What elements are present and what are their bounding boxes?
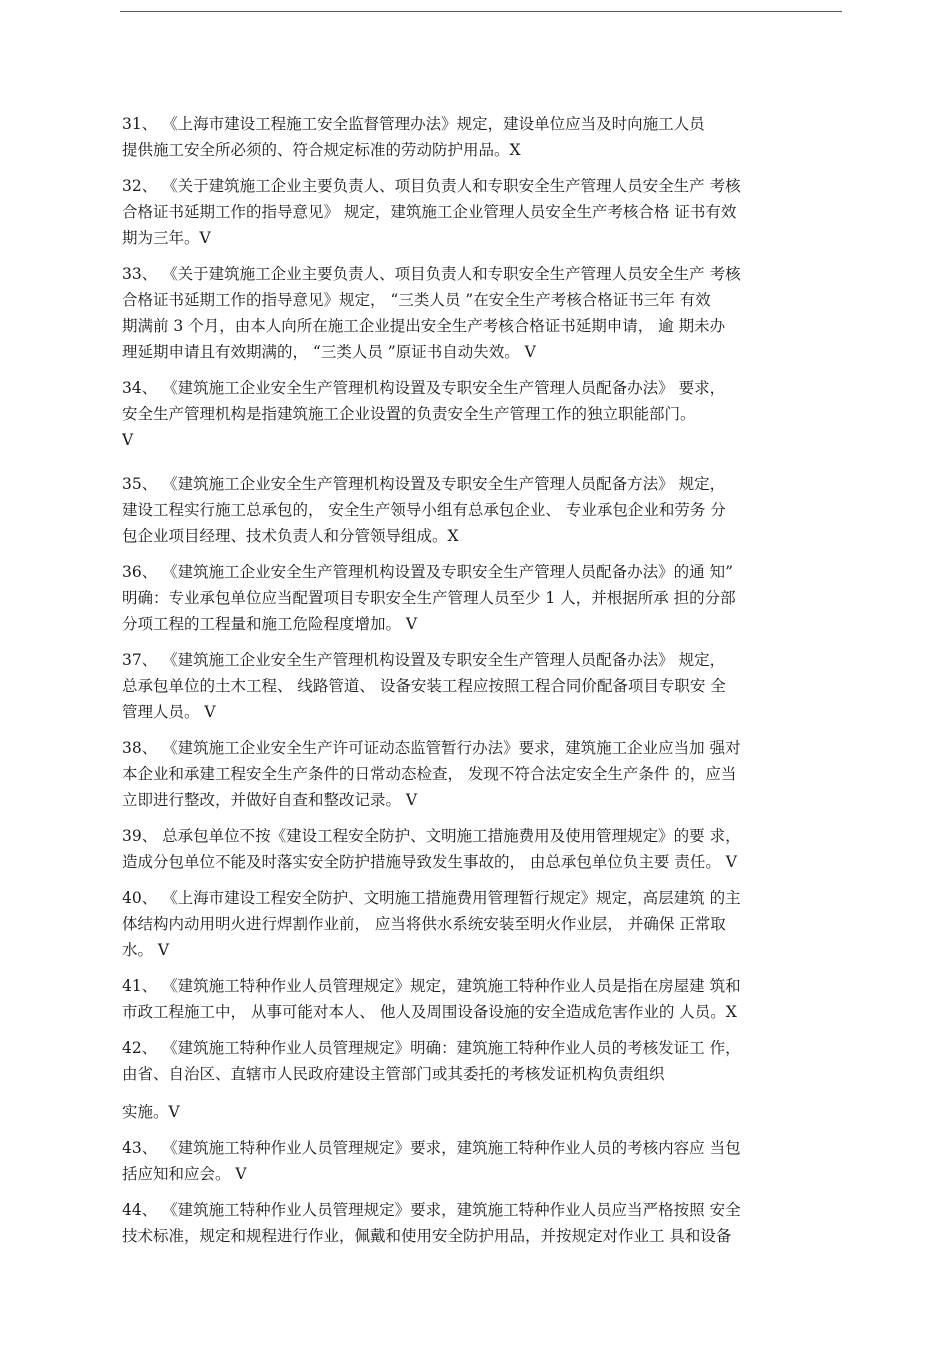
text-line: 33、 《关于建筑施工企业主要负责人、项目负责人和专职安全生产管理人员安全生产 考核: [122, 265, 741, 283]
text-line: 包企业项目经理、技术负责人和分管领导组成。X: [122, 527, 459, 545]
text-line: 总承包单位的土木工程、 线路管道、 设备安装工程应按照工程合同价配备项目专职安 全: [122, 677, 726, 695]
text-line: 合格证书延期工作的指导意见》 规定，建筑施工企业管理人员安全生产考核合格 证书有效: [122, 203, 737, 221]
list-item-34: [122, 375, 844, 453]
list-item-38: [122, 735, 844, 813]
list-item-39: [122, 823, 844, 875]
list-item-44: [122, 1197, 844, 1249]
text-line: 提供施工安全所必须的、符合规定标准的劳动防护用品。X: [122, 141, 521, 159]
text-line: 本企业和承建工程安全生产条件的日常动态检查， 发现不符合法定安全生产条件 的，应当: [122, 765, 737, 783]
list-item-36: [122, 559, 844, 637]
text-line: 体结构内动用明火进行焊割作业前， 应当将供水系统安装至明火作业层， 并确保 正常取: [122, 915, 726, 933]
list-item-43: [122, 1135, 844, 1187]
text-line: 期为三年。V: [122, 229, 211, 247]
text-line: 合格证书延期工作的指导意见》规定， “三类人员 ”在安全生产考核合格证书三年 有效: [122, 291, 711, 309]
text-line: 明确：专业承包单位应当配置项目专职安全生产管理人员至少 1 人，并根据所承 担的分部: [122, 589, 736, 607]
text-line: 建设工程实行施工总承包的， 安全生产领导小组有总承包企业、 专业承包企业和劳务 分: [122, 501, 726, 519]
list-item-32: [122, 173, 844, 251]
text-line: 造成分包单位不能及时落实安全防护措施导致发生事故的， 由总承包单位负主要 责任。 V: [122, 853, 737, 871]
text-line: 34、 《建筑施工企业安全生产管理机构设置及专职安全生产管理人员配备办法》 要求，: [122, 379, 726, 397]
text-line: 由省、自治区、直辖市人民政府建设主管部门或其委托的考核发证机构负责组织: [122, 1065, 665, 1083]
text-line: 40、 《上海市建设工程安全防护、文明施工措施费用管理暂行规定》规定，高层建筑 的主: [122, 889, 741, 907]
list-item-33: [122, 261, 844, 365]
text-line: 理延期申请且有效期满的， “三类人员 ”原证书自动失效。 V: [122, 343, 536, 361]
text-line: 44、 《建筑施工特种作业人员管理规定》要求，建筑施工特种作业人员应当严格按照 安全: [122, 1201, 741, 1219]
list-item-35: [122, 471, 844, 549]
text-line: 35、 《建筑施工企业安全生产管理机构设置及专职安全生产管理人员配备方法》 规定，: [122, 475, 726, 493]
list-item-37: [122, 647, 844, 725]
text-line: 水。 V: [122, 941, 170, 959]
text-line: 分项工程的工程量和施工危险程度增加。 V: [122, 615, 418, 633]
text-line: 期满前 3 个月，由本人向所在施工企业提出安全生产考核合格证书延期申请， 逾 期未办: [122, 317, 726, 335]
text-line: 38、 《建筑施工企业安全生产许可证动态监管暂行办法》要求，建筑施工企业应当加 强对: [122, 739, 741, 757]
list-item-31: [122, 111, 844, 163]
text-line: 管理人员。 V: [122, 703, 216, 721]
list-item-40: [122, 885, 844, 963]
text-line: 39、 总承包单位不按《建设工程安全防护、文明施工措施费用及使用管理规定》的要 求，: [122, 827, 741, 845]
header-rule: [120, 11, 842, 12]
text-line: V: [122, 431, 134, 449]
text-line: 括应知和应会。 V: [122, 1165, 247, 1183]
list-item-42: [122, 1035, 844, 1125]
text-line: 43、 《建筑施工特种作业人员管理规定》要求，建筑施工特种作业人员的考核内容应 当包: [122, 1139, 741, 1157]
text-line: 市政工程施工中， 从事可能对本人、 他人及周围设备设施的安全造成危害作业的 人员。X: [122, 1003, 737, 1021]
text-line: 36、 《建筑施工企业安全生产管理机构设置及专职安全生产管理人员配备办法》的通 知”: [122, 563, 734, 581]
text-line: 安全生产管理机构是指建筑施工企业设置的负责安全生产管理工作的独立职能部门。: [122, 405, 696, 423]
list-item-41: [122, 973, 844, 1025]
document-body: [122, 111, 844, 1259]
text-line: 41、 《建筑施工特种作业人员管理规定》规定，建筑施工特种作业人员是指在房屋建 筑和: [122, 977, 741, 995]
text-line: 31、 《上海市建设工程施工安全监督管理办法》规定，建设单位应当及时向施工人员: [122, 115, 705, 133]
text-line: 实施。V: [122, 1103, 180, 1121]
text-line: 技术标准，规定和规程进行作业，佩戴和使用安全防护用品，并按规定对作业工 具和设备: [122, 1227, 732, 1245]
text-line: 32、 《关于建筑施工企业主要负责人、项目负责人和专职安全生产管理人员安全生产 考核: [122, 177, 741, 195]
text-line: 42、 《建筑施工特种作业人员管理规定》明确：建筑施工特种作业人员的考核发证工 作，: [122, 1039, 741, 1057]
text-line: 立即进行整改，并做好自查和整改记录。 V: [122, 791, 418, 809]
text-line: 37、 《建筑施工企业安全生产管理机构设置及专职安全生产管理人员配备办法》 规定，: [122, 651, 726, 669]
